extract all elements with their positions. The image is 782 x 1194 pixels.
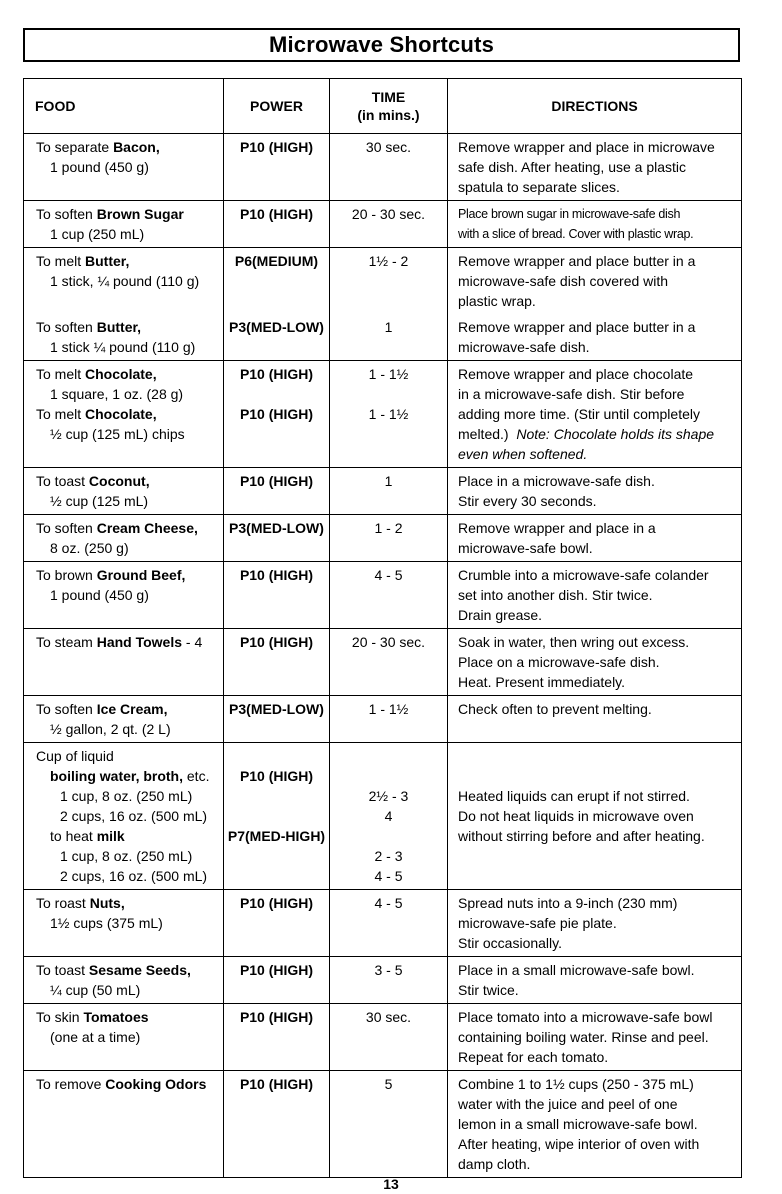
table-row-cream-cheese [24, 515, 742, 562]
time-cell: 20 - 30 sec. [330, 201, 448, 248]
food-prefix: To toast [36, 962, 89, 978]
directions-line: Place on a microwave-safe dish. [458, 654, 660, 670]
power-cell: P3(MED-LOW) [224, 515, 330, 562]
page-number: 13 [383, 1176, 399, 1192]
food-item: Sesame Seeds, [88, 962, 191, 978]
directions-line: Drain grease. [458, 607, 543, 623]
header-directions: DIRECTIONS [448, 79, 742, 134]
time-cell: 4 - 5 [330, 562, 448, 629]
time-value: 4 [384, 808, 393, 824]
time-cell: 20 - 30 sec. [330, 629, 448, 696]
table-row-sesame-seeds [24, 957, 742, 1004]
food-item: Coconut, [88, 473, 150, 489]
directions-line: microwave-safe bowl. [458, 540, 593, 556]
page-title-box [23, 28, 740, 62]
food-prefix: To separate [36, 139, 114, 155]
page-title: Microwave Shortcuts [268, 32, 495, 57]
table-row-ice-cream [24, 696, 742, 743]
time-value: 1½ - 2 [368, 253, 409, 269]
food-detail: 1 pound (450 g) [50, 587, 149, 603]
time-value: 2 - 3 [374, 848, 403, 864]
food-item: milk [96, 828, 125, 844]
time-cell: 4 - 5 [330, 890, 448, 957]
shortcuts-table [23, 78, 742, 1178]
food-cell [24, 134, 224, 201]
food-cell [24, 1071, 224, 1178]
header-power: POWER [224, 79, 330, 134]
food-detail: 1 cup, 8 oz. (250 mL) [60, 788, 193, 804]
table-row-coconut [24, 468, 742, 515]
table-row-bacon [24, 134, 742, 201]
time-cell: 3 - 5 [330, 957, 448, 1004]
food-cell [24, 468, 224, 515]
time-cell: 30 sec. [330, 134, 448, 201]
directions-cell [448, 515, 742, 562]
directions-line: Spread nuts into a 9-inch (230 mm) [458, 895, 678, 911]
food-cell [24, 957, 224, 1004]
table-row-hand-towels [24, 629, 742, 696]
power-cell: P10 (HIGH) [224, 957, 330, 1004]
directions-line: safe dish. After heating, use a plastic [458, 159, 687, 175]
food-detail: 1 pound (450 g) [50, 159, 149, 175]
power-value: P10 (HIGH) [239, 406, 314, 422]
directions-line: set into another dish. Stir twice. [458, 587, 653, 603]
food-prefix: To roast [36, 895, 90, 911]
header-time-line2: (in mins.) [357, 107, 420, 123]
food-cell [24, 248, 224, 361]
food-prefix: To skin [36, 1009, 84, 1025]
power-value: P7(MED-HIGH) [227, 828, 326, 844]
time-cell: 1 - 2 [330, 515, 448, 562]
time-value: 1 - 1½ [368, 406, 409, 422]
power-cell [224, 248, 330, 361]
food-item: Butter, [85, 253, 130, 269]
directions-line: Place in a small microwave-safe bowl. [458, 962, 695, 978]
food-cell [24, 562, 224, 629]
time-cell: 30 sec. [330, 1004, 448, 1071]
directions-cell [448, 468, 742, 515]
food-detail: ½ cup (125 mL) [50, 493, 149, 509]
directions-cell [448, 957, 742, 1004]
directions-line: Remove wrapper and place chocolate [458, 366, 694, 382]
directions-line: After heating, wipe interior of oven with [458, 1136, 700, 1152]
power-cell: P10 (HIGH) [224, 201, 330, 248]
food-item: Chocolate, [85, 406, 157, 422]
directions-cell [448, 562, 742, 629]
food-detail: 1½ cups (375 mL) [50, 915, 163, 931]
time-cell: 1 - 1½ [330, 696, 448, 743]
food-prefix: To remove [36, 1076, 106, 1092]
directions-line: Repeat for each tomato. [458, 1049, 609, 1065]
food-suffix: - 4 [182, 634, 203, 650]
directions-line: Place in a microwave-safe dish. [458, 473, 655, 489]
power-cell: P10 (HIGH) [224, 629, 330, 696]
directions-cell [448, 1004, 742, 1071]
time-cell [330, 248, 448, 361]
food-cell [24, 696, 224, 743]
food-detail: ½ cup (125 mL) chips [50, 426, 185, 442]
directions-line: Heat. Present immediately. [458, 674, 626, 690]
directions-line: with a slice of bread. Cover with plastic wrap. [458, 227, 694, 241]
directions-line: microwave-safe pie plate. [458, 915, 617, 931]
food-item: Tomatoes [83, 1009, 149, 1025]
directions-line: damp cloth. [458, 1156, 531, 1172]
directions-line: water with the juice and peel of one [458, 1096, 678, 1112]
food-item: Bacon, [113, 139, 160, 155]
food-detail: 1 stick, ¼ pound (110 g) [50, 273, 200, 289]
food-detail: 1 cup, 8 oz. (250 mL) [60, 848, 193, 864]
directions-line: Stir twice. [458, 982, 519, 998]
directions-line: Soak in water, then wring out excess. [458, 634, 690, 650]
directions-line: containing boiling water. Rinse and peel. [458, 1029, 709, 1045]
power-cell [224, 361, 330, 468]
directions-line: Place brown sugar in microwave-safe dish [458, 207, 681, 221]
directions-line: Check often to prevent melting. [458, 701, 652, 717]
power-cell: P10 (HIGH) [224, 562, 330, 629]
power-value: P10 (HIGH) [239, 768, 314, 784]
time-value: 4 - 5 [374, 868, 403, 884]
food-suffix: etc. [183, 768, 210, 784]
power-value: P3(MED-LOW) [229, 319, 324, 335]
directions-line: microwave-safe dish. [458, 339, 590, 355]
food-cell [24, 629, 224, 696]
food-prefix: To melt [36, 406, 86, 422]
directions-note: even when softened. [458, 446, 588, 462]
directions-line: microwave-safe dish covered with [458, 273, 669, 289]
food-prefix: To soften [36, 206, 97, 222]
food-cell [24, 201, 224, 248]
food-heading: Cup of liquid [36, 748, 114, 764]
directions-line: Remove wrapper and place in microwave [458, 139, 715, 155]
time-value: 1 [384, 319, 393, 335]
food-item: Chocolate, [85, 366, 157, 382]
food-prefix: To melt [36, 253, 86, 269]
directions-line: Heated liquids can erupt if not stirred. [458, 788, 690, 804]
food-item: Brown Sugar [96, 206, 184, 222]
directions-line: Remove wrapper and place butter in a [458, 253, 696, 269]
time-value: 2½ - 3 [368, 788, 409, 804]
food-detail: (one at a time) [50, 1029, 141, 1045]
directions-cell [448, 248, 742, 361]
time-cell: 1 [330, 468, 448, 515]
directions-line: Crumble into a microwave-safe colander [458, 567, 709, 583]
food-detail: 1 stick ¼ pound (110 g) [50, 339, 196, 355]
header-row [24, 79, 742, 134]
food-cell [24, 515, 224, 562]
directions-line: melted.) [458, 426, 509, 442]
header-food: FOOD [24, 79, 224, 134]
food-item: Ice Cream, [96, 701, 168, 717]
directions-cell [448, 134, 742, 201]
time-cell [330, 361, 448, 468]
power-cell: P10 (HIGH) [224, 468, 330, 515]
food-detail: 2 cups, 16 oz. (500 mL) [60, 868, 208, 884]
power-cell: P3(MED-LOW) [224, 696, 330, 743]
table-row-chocolate [24, 361, 742, 468]
food-item: Butter, [96, 319, 142, 335]
food-detail: 1 square, 1 oz. (28 g) [50, 386, 184, 402]
food-item: boiling water, broth, [50, 768, 183, 784]
power-cell: P10 (HIGH) [224, 1071, 330, 1178]
food-item: Cream Cheese, [96, 520, 198, 536]
directions-line: Do not heat liquids in microwave oven [458, 808, 694, 824]
food-item: Cooking Odors [105, 1076, 207, 1092]
power-cell: P10 (HIGH) [224, 1004, 330, 1071]
directions-line: Combine 1 to 1½ cups (250 - 375 mL) [458, 1076, 694, 1092]
table-row-ground-beef [24, 562, 742, 629]
directions-line: Remove wrapper and place in a [458, 520, 656, 536]
directions-line: Stir occasionally. [458, 935, 563, 951]
food-prefix: To toast [36, 473, 89, 489]
table-row-butter [24, 248, 742, 361]
directions-line: Place tomato into a microwave-safe bowl [458, 1009, 713, 1025]
food-prefix: To melt [36, 366, 86, 382]
directions-cell [448, 629, 742, 696]
food-cell [24, 743, 224, 890]
power-value: P6(MEDIUM) [234, 253, 319, 269]
food-detail: ¼ cup (50 mL) [50, 982, 141, 998]
directions-line: without stirring before and after heating. [458, 828, 705, 844]
directions-line: spatula to separate slices. [458, 179, 620, 195]
table-row-cooking-odors [24, 1071, 742, 1178]
power-value: P10 (HIGH) [239, 366, 314, 382]
food-prefix: To steam [36, 634, 97, 650]
power-cell: P10 (HIGH) [224, 134, 330, 201]
time-cell: 5 [330, 1071, 448, 1178]
food-cell [24, 1004, 224, 1071]
directions-cell [448, 201, 742, 248]
food-item: Nuts, [89, 895, 125, 911]
directions-note: Note: Chocolate holds its shape [516, 426, 715, 442]
food-cell [24, 361, 224, 468]
food-item: Ground Beef, [96, 567, 186, 583]
power-cell [224, 743, 330, 890]
directions-line: lemon in a small microwave-safe bowl. [458, 1116, 698, 1132]
food-detail: 1 cup (250 mL) [50, 226, 145, 242]
food-prefix: To soften [36, 319, 97, 335]
header-time [330, 79, 448, 134]
food-detail: 8 oz. (250 g) [50, 540, 129, 556]
directions-cell [448, 1071, 742, 1178]
food-prefix: To soften [36, 520, 97, 536]
food-detail: ½ gallon, 2 qt. (2 L) [50, 721, 171, 737]
table-row-tomatoes [24, 1004, 742, 1071]
directions-line: plastic wrap. [458, 293, 536, 309]
power-cell: P10 (HIGH) [224, 890, 330, 957]
directions-cell [448, 696, 742, 743]
directions-line: in a microwave-safe dish. Stir before [458, 386, 685, 402]
directions-line: adding more time. (Stir until completely [458, 406, 700, 422]
time-value: 1 - 1½ [368, 366, 409, 382]
food-detail: 2 cups, 16 oz. (500 mL) [60, 808, 208, 824]
table-row-nuts [24, 890, 742, 957]
directions-line: Stir every 30 seconds. [458, 493, 597, 509]
food-prefix: to heat [50, 828, 97, 844]
food-item: Hand Towels [96, 634, 183, 650]
time-cell [330, 743, 448, 890]
directions-cell [448, 743, 742, 890]
table-row-brown-sugar [24, 201, 742, 248]
directions-cell [448, 890, 742, 957]
food-prefix: To soften [36, 701, 97, 717]
table-row-liquid [24, 743, 742, 890]
directions-line: Remove wrapper and place butter in a [458, 319, 696, 335]
header-time-line1: TIME [371, 89, 406, 105]
directions-cell [448, 361, 742, 468]
food-prefix: To brown [36, 567, 97, 583]
food-cell [24, 890, 224, 957]
